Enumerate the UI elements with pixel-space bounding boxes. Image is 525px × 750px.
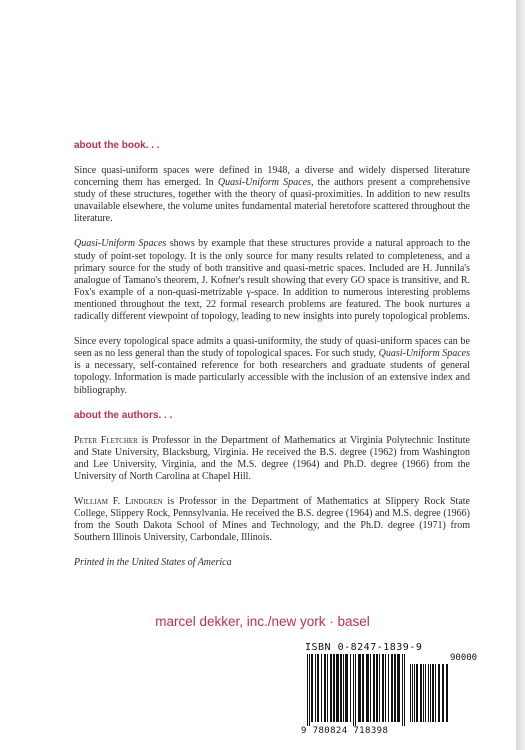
book-paragraph-2 (74, 238, 470, 323)
barcode-bar (324, 654, 326, 722)
barcode-bar (376, 654, 378, 722)
text-run: is Professor in the Department of Mathematics at Virginia Polytechnic Institute and State University, Blacksburg, Virginia. He received the B.S. degree (1962) from Washington and Lee University, Virginia, and the M.S. degree (1964) and Ph.D. degree (1966) from the University of North Carolina at Chapel Hill. (74, 434, 470, 482)
author-bio-fletcher (74, 435, 470, 483)
text-run: is a necessary, self-contained reference for both researchers and graduate students of general topology. Information is made particularly accessible with the inclusion of an extensive index and bibliography. (74, 360, 470, 396)
author-name: William F. Lindgren (74, 495, 163, 507)
barcode-bar (330, 654, 332, 722)
barcode-bar (343, 654, 344, 722)
barcode-addon-bar (416, 664, 418, 722)
barcode-bar (321, 654, 322, 722)
book-title-italic: Quasi-Uniform Spaces (74, 238, 167, 250)
barcode-bars (303, 654, 493, 726)
text-run: , the authors present a comprehensive study of these structures, together with the theory of quasi-proximities. In addition to new results unavailable elsewhere, the volume unites fundamental material heretofore scattered throughout the literature. (74, 177, 470, 225)
barcode-bar (391, 654, 393, 722)
author-name: Peter Fletcher (74, 434, 138, 446)
barcode-bar (350, 654, 351, 722)
barcode-bar (402, 654, 403, 726)
book-paragraph-3 (74, 336, 470, 396)
barcode-bar (382, 654, 384, 722)
barcode-bar (358, 654, 361, 722)
isbn-label: ISBN 0-8247-1839-9 (305, 642, 423, 653)
barcode-bar (333, 654, 335, 722)
publisher-imprint: marcel dekker, inc./new york · basel (155, 614, 370, 629)
barcode-bar (315, 654, 316, 722)
barcode-addon-bar (430, 664, 431, 722)
book-title-italic: Quasi-Uniform Spaces (378, 348, 470, 360)
back-cover-text (74, 140, 470, 568)
text-run: Since quasi-uniform spaces were defined in 1948, a diverse and widely dispersed literature concerning them has emerged. In (74, 165, 470, 189)
barcode-addon-bar (442, 664, 444, 722)
barcode-bar (311, 654, 313, 722)
barcode-bar (309, 654, 310, 726)
barcode-bar (345, 654, 348, 722)
page-edge-shadow (516, 0, 525, 750)
barcode-bar (327, 654, 328, 722)
barcode-addon-bar (410, 664, 411, 722)
barcode-bar (379, 654, 380, 722)
barcode-bar (373, 654, 375, 722)
barcode-block (295, 640, 505, 739)
about-authors-heading: about the authors. . . (74, 409, 173, 421)
barcode-addon-bar (428, 664, 429, 722)
barcode-bar (388, 654, 389, 722)
text-run: is Professor in the Department of Mathematics at Slippery Rock State College, Slippery Rock, Pennsylvania. He received the B.S. degree (1964) and M.S. degree (1966) from the South Dakota School of Mines and Technology, and the Ph.D. degree (1971) from Southern Illinois University, Carbondale, Illinois. (74, 495, 470, 544)
barcode-bar (366, 654, 369, 722)
printed-in-notice: Printed in the United States of America (74, 557, 232, 569)
barcode-bar (307, 654, 308, 726)
ean-number: 9 780824 718398 (301, 726, 389, 736)
book-paragraph-1 (74, 165, 470, 225)
barcode-addon-bar (420, 664, 422, 722)
barcode-bar (404, 654, 405, 726)
barcode-bar (370, 654, 371, 722)
author-bio-lindgren (74, 496, 470, 544)
barcode-addon-bar (412, 664, 413, 722)
barcode-addon-bar (423, 664, 424, 722)
barcode-bar (394, 654, 396, 722)
about-book-heading: about the book. . . (74, 140, 160, 151)
barcode-bar (385, 654, 386, 722)
price-code: 90000 (450, 653, 478, 663)
barcode-addon-bar (435, 664, 436, 722)
barcode-addon-bar (446, 664, 448, 722)
barcode-bar (355, 654, 356, 726)
text-run: shows by example that these structures provide a natural approach to the study of point-set topology. It is the only source for many results related to completeness, and a primary source for the study of both transitive and quasi-metric spaces. Included are H. Junnila's analogue of Tamano's theorem, J. Kofner's result showing that every GO space is transitive, and R. Fox's example of a non-quasi-metrizable γ-space. In addition to numerous interesting problems mentioned throughout the text, 22 formal research problems are featured. The book nurtures a radically different viewpoint of topology, leading to new insights into purely topological problems. (74, 238, 471, 323)
text-run: Since every topological space admits a quasi-uniformity, the study of quasi-uniform spaces can be seen as no less general than the study of topological spaces. For such study, (74, 336, 470, 360)
book-title-italic: Quasi-Uniform Spaces (217, 177, 311, 189)
barcode-bar (397, 654, 400, 722)
barcode-bar (336, 654, 339, 722)
barcode-addon-bar (438, 664, 440, 722)
barcode-bar (353, 654, 354, 726)
barcode-addon-bar (425, 664, 426, 722)
barcode-addon-bar (432, 664, 434, 722)
barcode-bar (362, 654, 364, 722)
barcode-bar (340, 654, 342, 722)
barcode-bar (317, 654, 319, 722)
barcode-addon-bar (414, 664, 415, 722)
